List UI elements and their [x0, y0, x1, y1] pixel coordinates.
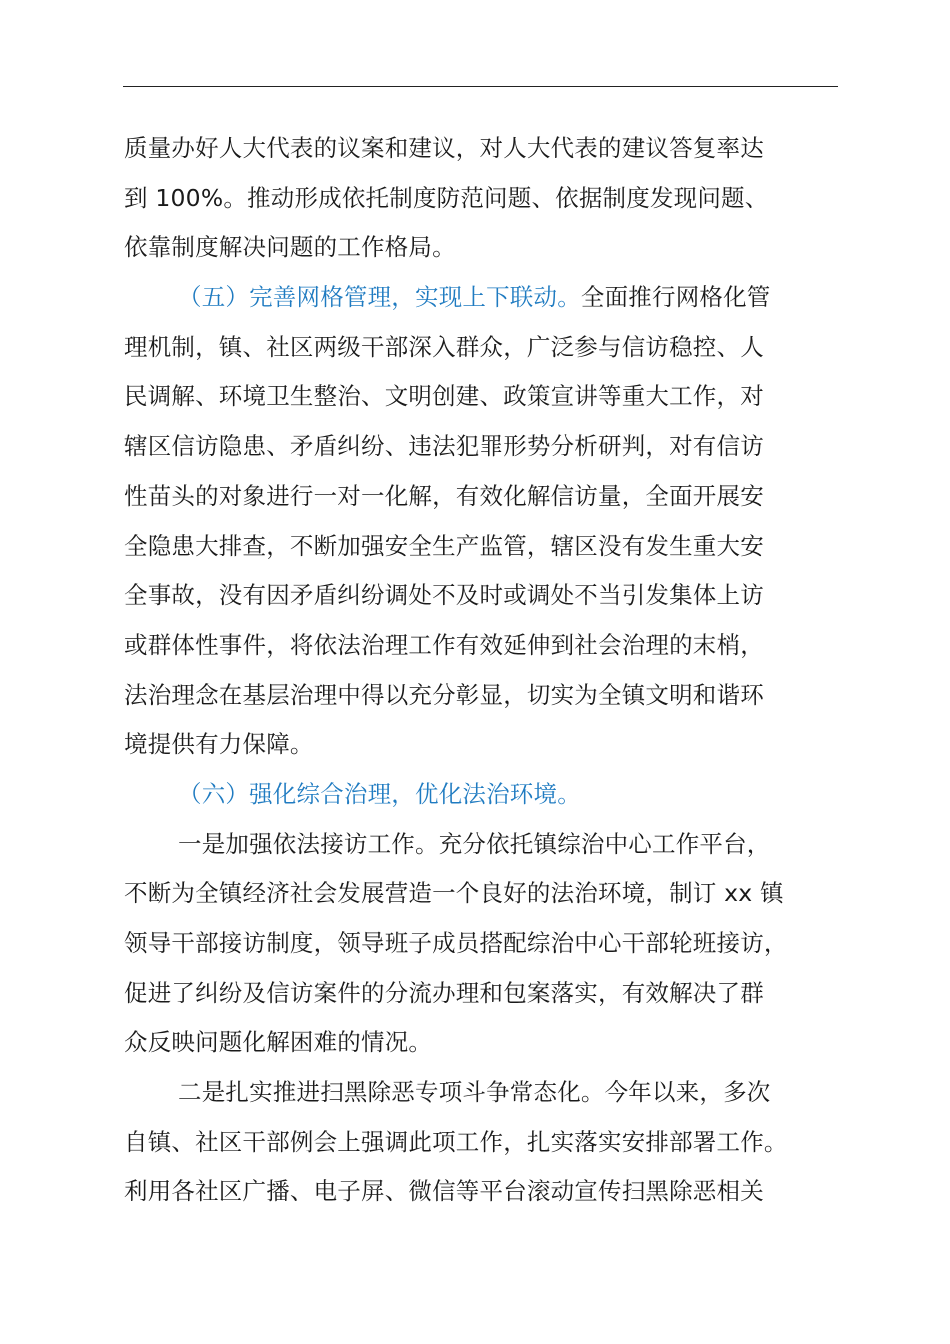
- text-line-7: [124, 422, 844, 472]
- text-line-15: [124, 820, 844, 870]
- line-text: 辖区信访隐患、矛盾纠纷、违法犯罪形势分析研判，对有信访: [124, 432, 764, 461]
- text-line-20: [124, 1068, 844, 1118]
- section-heading-6: （六）强化综合治理，优化法治环境。: [178, 779, 581, 808]
- line-text: 或群体性事件，将依法治理工作有效延伸到社会治理的末梢，: [124, 630, 764, 659]
- text-line-22: [124, 1167, 844, 1217]
- line-text: 领导干部接访制度，领导班子成员搭配综治中心干部轮班接访，: [124, 929, 788, 957]
- text-line-2: [124, 174, 844, 224]
- text-line-10: [124, 571, 844, 621]
- document-body: [124, 124, 844, 1217]
- line-text: 不断为全镇经济社会发展营造一个良好的法治环境，制订 xx 镇: [124, 879, 784, 908]
- line-text: 全隐患大排查，不断加强安全生产监管，辖区没有发生重大安: [124, 531, 764, 560]
- text-line-8: [124, 472, 844, 522]
- header-rule: [123, 86, 838, 87]
- line-text: 法治理念在基层治理中得以充分彰显，切实为全镇文明和谐环: [124, 680, 764, 709]
- text-line-12: [124, 671, 844, 721]
- text-line-18: [124, 969, 844, 1019]
- line-text: 质量办好人大代表的议案和建议，对人大代表的建议答复率达: [124, 134, 764, 162]
- text-line-11: [124, 621, 844, 671]
- section-heading-5: （五）完善网格管理，实现上下联动。: [178, 283, 581, 312]
- text-line-17: [124, 919, 844, 969]
- line-text: 民调解、环境卫生整治、文明创建、政策宣讲等重大工作，对: [124, 382, 764, 411]
- line-text: 全面推行网格化管: [580, 283, 771, 312]
- line-text: 自镇、社区干部例会上强调此项工作，扎实落实安排部署工作。: [124, 1127, 788, 1156]
- text-line-6: [124, 372, 844, 422]
- line-text: 全事故，没有因矛盾纠纷调处不及时或调处不当引发集体上访: [124, 581, 764, 610]
- line-text: 众反映问题化解困难的情况。: [124, 1028, 433, 1057]
- line-text: 依靠制度解决问题的工作格局。: [124, 233, 456, 262]
- line-text: 到 100%。推动形成依托制度防范问题、依据制度发现问题、: [124, 183, 769, 212]
- section-6-line: [124, 770, 844, 820]
- line-text: 一是加强依法接访工作。充分依托镇综治中心工作平台，: [178, 829, 771, 858]
- text-line-21: [124, 1118, 844, 1168]
- line-text: 促进了纠纷及信访案件的分流办理和包案落实，有效解决了群: [124, 978, 764, 1007]
- line-text: 境提供有力保障。: [124, 730, 314, 759]
- line-text: 二是扎实推进扫黑除恶专项斗争常态化。今年以来，多次: [178, 1078, 771, 1107]
- line-text: 利用各社区广播、电子屏、微信等平台滚动宣传扫黑除恶相关: [124, 1177, 764, 1206]
- text-line-1: [124, 124, 844, 174]
- text-line-5: [124, 323, 844, 373]
- line-text: 理机制，镇、社区两级干部深入群众，广泛参与信访稳控、人: [124, 332, 764, 361]
- line-text: 性苗头的对象进行一对一化解，有效化解信访量，全面开展安: [124, 481, 764, 510]
- text-line-16: [124, 869, 844, 919]
- text-line-13: [124, 720, 844, 770]
- text-line-9: [124, 522, 844, 572]
- text-line-19: [124, 1018, 844, 1068]
- section-5-line: [124, 273, 844, 323]
- text-line-3: [124, 223, 844, 273]
